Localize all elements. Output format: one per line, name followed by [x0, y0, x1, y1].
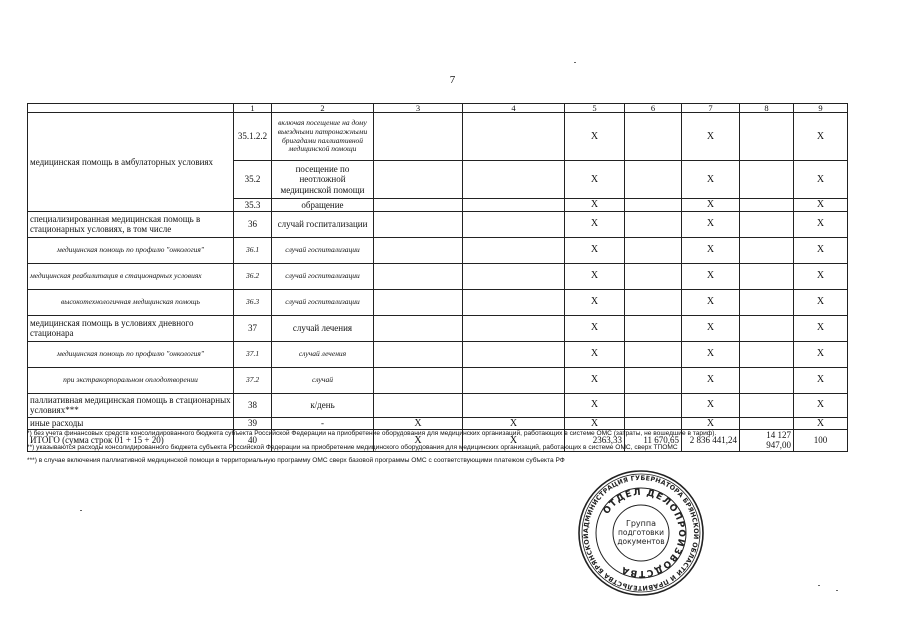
cell-c6	[625, 237, 682, 263]
cell-c7: X	[682, 113, 740, 161]
cell-c7: 2 836 441,24	[682, 430, 740, 452]
row-label: при экстракорпоральном оплодотворении	[28, 367, 234, 393]
cell-c4	[463, 199, 565, 212]
footnotes	[27, 431, 887, 472]
table-row	[28, 289, 848, 315]
cell-c3	[374, 263, 463, 289]
cell-c7: X	[682, 417, 740, 430]
cell-c5: X	[565, 315, 625, 341]
cell-c4	[463, 263, 565, 289]
header-cell: 5	[565, 104, 625, 113]
cell-c9: X	[794, 289, 848, 315]
cell-c9: X	[794, 237, 848, 263]
cell-c6	[625, 161, 682, 199]
footnote: **) указываются расходы консолидированного бюджета субъекта Российской Федерации на приобретение медицинского оборудования для медицинских организаций, работающих в системе ОМС, сверх ТПОМС	[27, 443, 678, 451]
cell-c8	[740, 263, 794, 289]
cell-c6	[625, 315, 682, 341]
cell-c5: X	[565, 341, 625, 367]
cell-c4	[463, 367, 565, 393]
cell-c5: X	[565, 237, 625, 263]
header-cell: 3	[374, 104, 463, 113]
table-row	[28, 393, 848, 417]
row-number: 36	[234, 211, 272, 237]
cell-c9: X	[794, 315, 848, 341]
cell-c5: X	[565, 161, 625, 199]
row-unit: к/день	[272, 393, 374, 417]
table-row	[28, 263, 848, 289]
cell-c5: 2363,33	[565, 430, 625, 452]
footnote: ***) в случае включения паллиативной медицинской помощи в территориальную программу ОМС сверх базовой программы ОМС с соответствующими платежом субъекта РФ	[27, 457, 565, 465]
header-cell: 4	[463, 104, 565, 113]
cell-c9: X	[794, 393, 848, 417]
cell-c4	[463, 315, 565, 341]
row-number: 36.1	[234, 237, 272, 263]
row-number: 39	[234, 417, 272, 430]
row-unit: -	[272, 417, 374, 430]
cell-c9: X	[794, 113, 848, 161]
cell-c4	[463, 341, 565, 367]
cell-c7: X	[682, 341, 740, 367]
cell-c6	[625, 263, 682, 289]
cell-c3	[374, 367, 463, 393]
cell-c6	[625, 341, 682, 367]
row-label: медицинская помощь по профилю "онкология"	[28, 237, 234, 263]
header-cell: 6	[625, 104, 682, 113]
cell-c8	[740, 199, 794, 212]
stamp-center-line-3: документов	[617, 537, 665, 546]
row-number: 35.1.2.2	[234, 113, 272, 161]
cell-c9: X	[794, 199, 848, 212]
stamp-center-line-2: подготовки	[618, 528, 664, 537]
table-row	[28, 315, 848, 341]
row-unit: обращение	[272, 199, 374, 212]
table-row	[28, 417, 848, 430]
header-cell-blank	[28, 104, 234, 113]
row-unit: случай лечения	[272, 341, 374, 367]
table-row	[28, 237, 848, 263]
cell-c3	[374, 289, 463, 315]
cell-c7: X	[682, 367, 740, 393]
table-row	[28, 367, 848, 393]
cell-c7: X	[682, 393, 740, 417]
cell-c6	[625, 113, 682, 161]
row-number: 35.2	[234, 161, 272, 199]
stamp-center-line-1: Группа	[625, 519, 657, 528]
cell-c7: X	[682, 211, 740, 237]
table-row	[28, 341, 848, 367]
row-label: медицинская помощь в амбулаторных условиях	[28, 113, 234, 212]
row-label: специализированная медицинская помощь в стационарных условиях, в том числе	[28, 211, 234, 237]
cell-c7: X	[682, 237, 740, 263]
cell-c8: 14 127 947,00	[740, 430, 794, 452]
row-unit: включая посещение на дому выездными патронажными бригадами паллиативной медицинской помощи	[272, 113, 374, 161]
stamp-seal-graphic	[576, 468, 706, 598]
row-unit: случай лечения	[272, 315, 374, 341]
row-number: 38	[234, 393, 272, 417]
row-label: медицинская помощь по профилю "онкология"	[28, 341, 234, 367]
cell-c9: X	[794, 417, 848, 430]
cell-c8	[740, 237, 794, 263]
row-unit: случай госпитализации	[272, 211, 374, 237]
row-label: высокотехнологичная медицинская помощь	[28, 289, 234, 315]
row-label: медицинская помощь в условиях дневного стационара	[28, 315, 234, 341]
cell-c5: X	[565, 199, 625, 212]
scan-speck	[818, 585, 820, 586]
cell-c5: X	[565, 113, 625, 161]
row-number: 37	[234, 315, 272, 341]
row-number: 36.2	[234, 263, 272, 289]
cell-c7: X	[682, 315, 740, 341]
row-number: 35.3	[234, 199, 272, 212]
cell-c8	[740, 393, 794, 417]
cell-c8	[740, 367, 794, 393]
stamp-inner-text: ОТДЕЛ ДЕЛОПРОИЗВОДСТВА	[601, 487, 687, 579]
cell-c8	[740, 341, 794, 367]
cell-c8	[740, 211, 794, 237]
cell-c9: X	[794, 341, 848, 367]
header-cell: 7	[682, 104, 740, 113]
cell-c3	[374, 113, 463, 161]
row-number: 40	[234, 430, 272, 452]
header-row	[28, 104, 848, 113]
row-number: 36.3	[234, 289, 272, 315]
row-label: медицинская реабилитация в стационарных условиях	[28, 263, 234, 289]
data-table	[27, 103, 848, 452]
header-cell: 9	[794, 104, 848, 113]
cell-c9: 100	[794, 430, 848, 452]
cell-c6	[625, 211, 682, 237]
cell-c6	[625, 199, 682, 212]
cell-c3	[374, 341, 463, 367]
row-label: ИТОГО (сумма строк 01 + 15 + 20)	[28, 430, 234, 452]
scan-speck	[80, 510, 82, 511]
page-number: 7	[449, 74, 456, 86]
cell-c5: X	[565, 263, 625, 289]
header-cell: 8	[740, 104, 794, 113]
cell-c4	[463, 237, 565, 263]
cell-c7: X	[682, 289, 740, 315]
cell-c4	[463, 289, 565, 315]
scan-speck	[574, 62, 576, 63]
row-label: паллиативная медицинская помощь в стационарных условиях***	[28, 393, 234, 417]
cell-c7: X	[682, 263, 740, 289]
cell-c3	[374, 315, 463, 341]
cell-c4: X	[463, 430, 565, 452]
cell-c4: X	[463, 417, 565, 430]
cell-c5: X	[565, 367, 625, 393]
row-number: 37.1	[234, 341, 272, 367]
cell-c3: X	[374, 430, 463, 452]
header-cell: 2	[272, 104, 374, 113]
cell-c7: X	[682, 199, 740, 212]
row-unit: случай госпитализации	[272, 263, 374, 289]
cell-c3	[374, 237, 463, 263]
stamp-outer-text: АДМИНИСТРАЦИЯ ГУБЕРНАТОРА БРЯНСКОЙ ОБЛАСТИ И ПРАВИТЕЛЬСТВА БРЯНСКОЙ	[581, 473, 701, 593]
scan-speck	[836, 590, 838, 591]
cell-c4	[463, 113, 565, 161]
row-unit: случай госпитализации	[272, 289, 374, 315]
cell-c5: X	[565, 417, 625, 430]
cell-c8	[740, 113, 794, 161]
cell-c8	[740, 315, 794, 341]
cell-c6	[625, 289, 682, 315]
cell-c5: X	[565, 393, 625, 417]
row-unit: посещение по неотложной медицинской помощи	[272, 161, 374, 199]
cell-c9: X	[794, 161, 848, 199]
row-number: 37.2	[234, 367, 272, 393]
cell-c3: X	[374, 417, 463, 430]
row-unit: случай	[272, 367, 374, 393]
cell-c9: X	[794, 367, 848, 393]
cell-c4	[463, 393, 565, 417]
header-cell: 1	[234, 104, 272, 113]
row-label: иные расходы	[28, 417, 234, 430]
cell-c3	[374, 393, 463, 417]
cell-c4	[463, 211, 565, 237]
cell-c7: X	[682, 161, 740, 199]
cell-c9: X	[794, 263, 848, 289]
cell-c6	[625, 417, 682, 430]
cell-c5: X	[565, 289, 625, 315]
cell-c9: X	[794, 211, 848, 237]
cell-c6	[625, 367, 682, 393]
official-stamp	[576, 468, 706, 598]
cell-c3	[374, 211, 463, 237]
cell-c3	[374, 161, 463, 199]
cell-c8	[740, 417, 794, 430]
cell-c4	[463, 161, 565, 199]
table-row	[28, 113, 848, 161]
cell-c3	[374, 199, 463, 212]
cell-c6: 11 670,65	[625, 430, 682, 452]
cell-c6	[625, 393, 682, 417]
footnote: *) без учета финансовых средств консолидированного бюджета субъекта Российской Федерации на приобретение оборудования для медицинских организаций, работающих в системе ОМС (затраты, не вошедшие в тариф).	[27, 430, 717, 437]
cell-c8	[740, 289, 794, 315]
table-row	[28, 211, 848, 237]
row-unit: случай госпитализации	[272, 237, 374, 263]
cell-c5: X	[565, 211, 625, 237]
cell-c8	[740, 161, 794, 199]
